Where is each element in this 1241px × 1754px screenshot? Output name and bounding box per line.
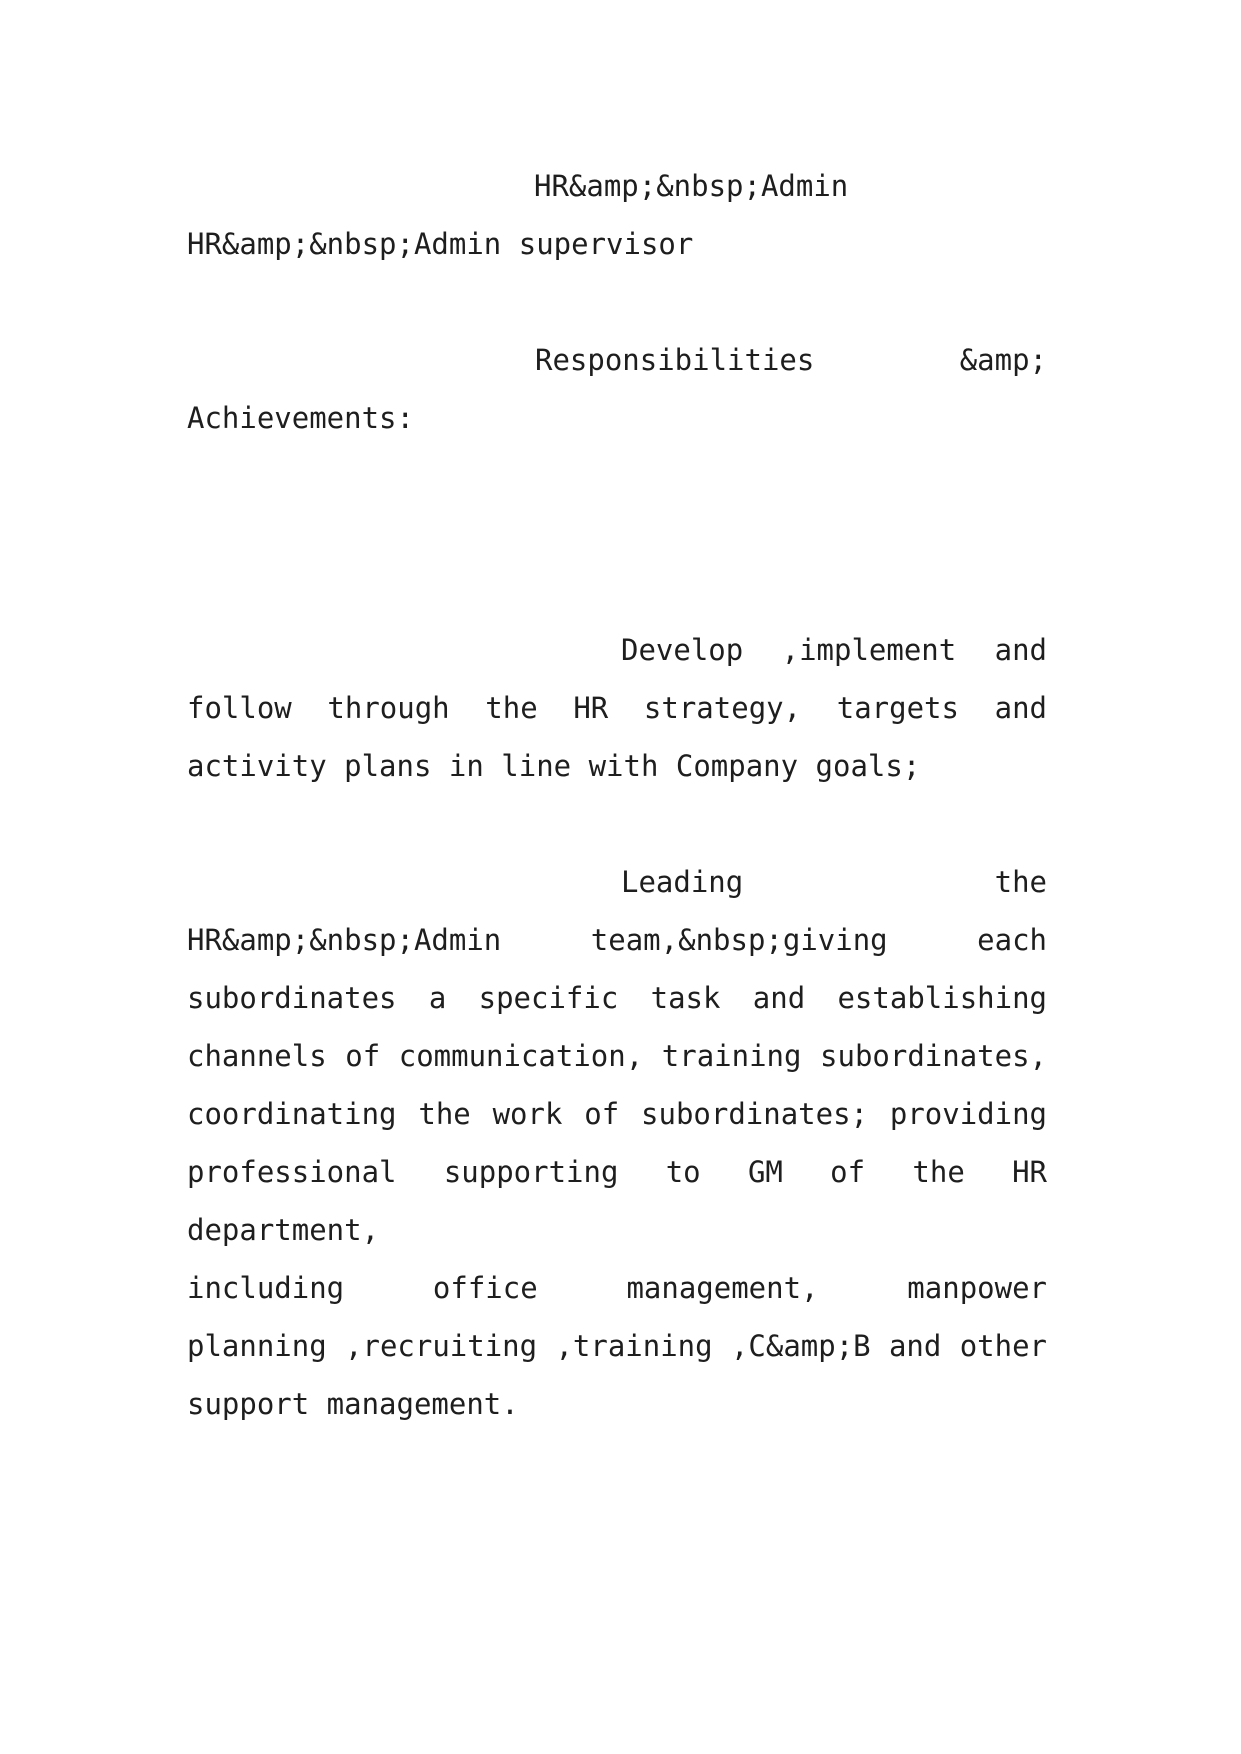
paragraph-1-line-3: activity plans in line with Company goals; bbox=[187, 749, 921, 783]
paragraph-2-line-3: subordinates a specific task and establishing bbox=[187, 981, 1047, 1015]
paragraph-2-line-4: channels of communication, training subordinates, bbox=[187, 1039, 1047, 1073]
section-heading bbox=[187, 331, 1047, 447]
paragraph-2-line-9: support management. bbox=[187, 1387, 519, 1421]
section-heading-line-2: Achievements: bbox=[187, 401, 414, 435]
section-heading-word-responsibilities: Responsibilities bbox=[535, 343, 815, 377]
paragraph-2-line-7: including office management, manpower bbox=[187, 1271, 1047, 1305]
heading-line: HR&amp;&nbsp;Admin bbox=[534, 169, 849, 203]
paragraph-2-line-8: planning ,recruiting ,training ,C&amp;B and other bbox=[187, 1329, 1047, 1363]
paragraph-2-line-1: Leading the bbox=[621, 865, 1047, 899]
job-title-line: HR&amp;&nbsp;Admin supervisor bbox=[187, 227, 694, 261]
section-heading-line-1 bbox=[187, 331, 1047, 389]
paragraph-2-line-5: coordinating the work of subordinates; providing bbox=[187, 1097, 1047, 1131]
paragraph-1-line-2: follow through the HR strategy, targets and bbox=[187, 691, 1047, 725]
paragraph-2 bbox=[187, 853, 1047, 1433]
paragraph-2-line-6: professional supporting to GM of the HR department, bbox=[187, 1155, 1047, 1247]
section-heading-word-amp: &amp; bbox=[959, 343, 1047, 377]
paragraph-2-line-2: HR&amp;&nbsp;Admin team,&nbsp;giving each bbox=[187, 923, 1047, 957]
paragraph-1-line-1: Develop ,implement and bbox=[621, 633, 1047, 667]
paragraph-1 bbox=[187, 621, 1047, 795]
